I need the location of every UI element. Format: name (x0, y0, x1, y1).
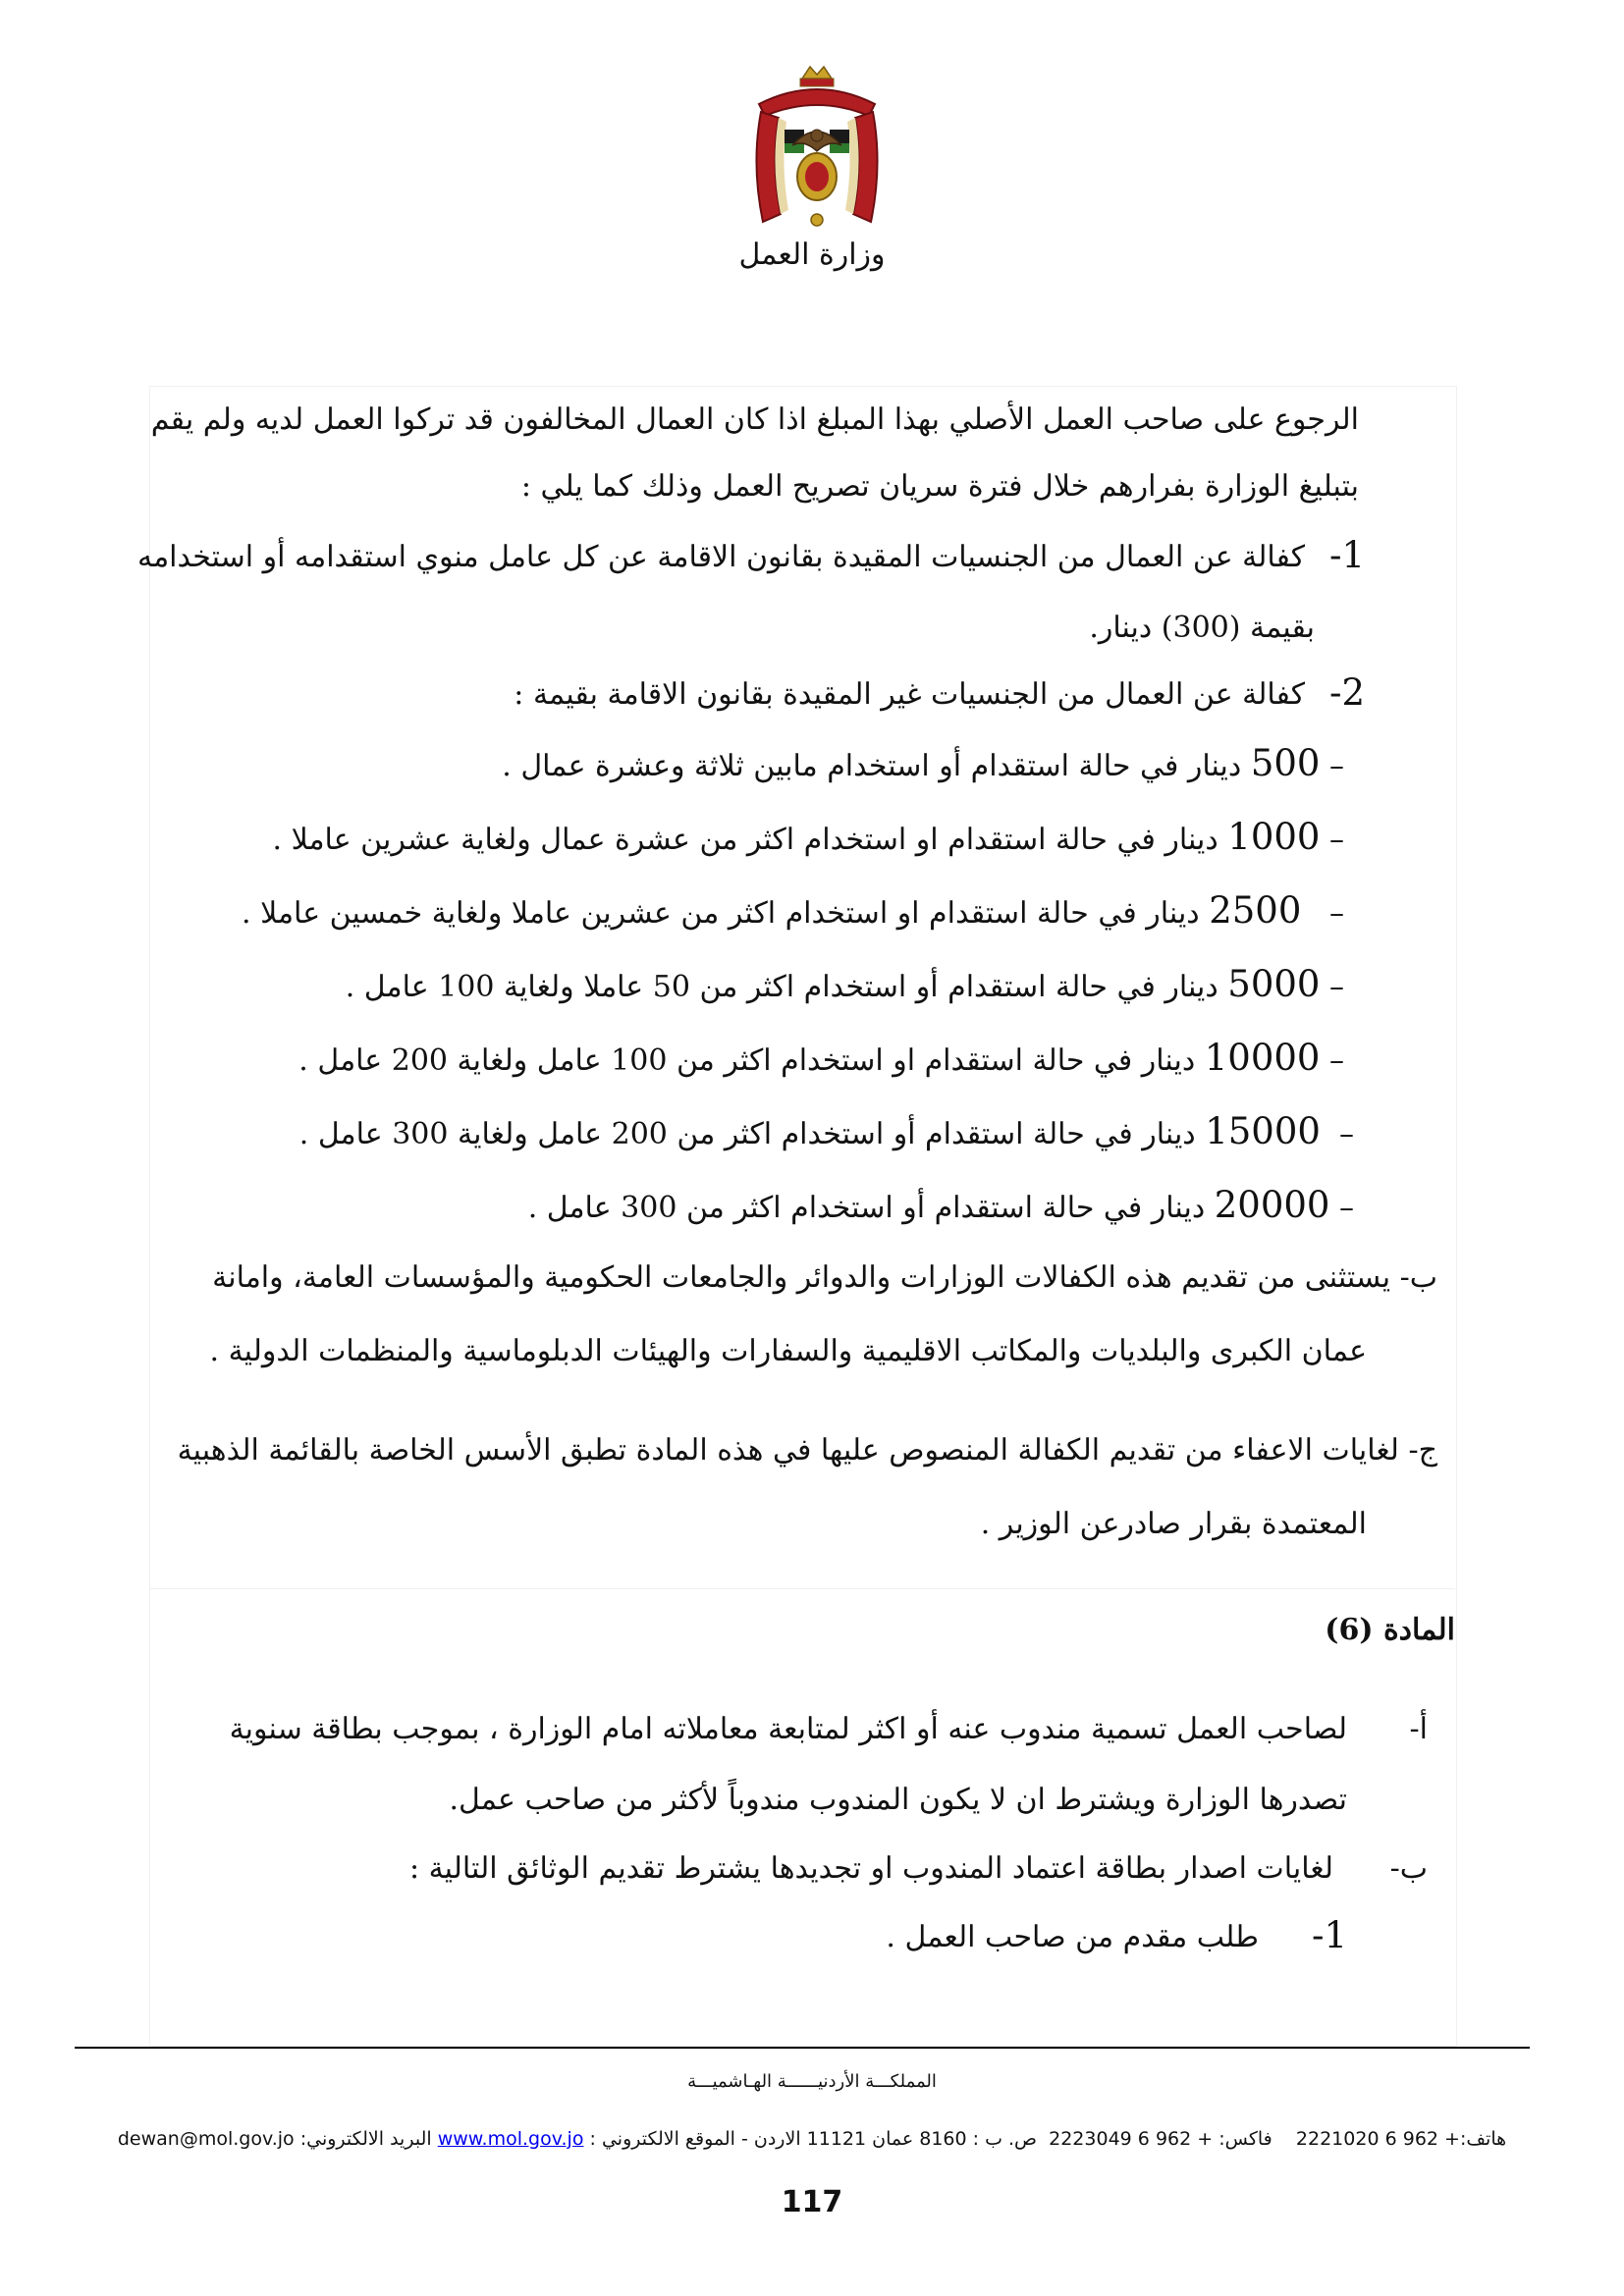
clause-line: ج- لغايات الاعفاء من تقديم الكفالة المنصوص عليها في هذه المادة تطبق الأسس الخاصة بالقائمة الذهبية (177, 1433, 1437, 1468)
paragraph-line: بتبليغ الوزارة بفرارهم خلال فترة سريان تصريح العمل وذلك كما يلي : (520, 469, 1359, 504)
footer-website-link[interactable]: www.mol.gov.jo (437, 2128, 584, 2150)
tier-text: دينار في حالة استقدام أو استخدام اكثر من 50 عاملا ولغاية 100 عامل . (345, 970, 1218, 1004)
footer-contact (98, 2128, 1526, 2150)
tier-line: – 500 دينار في حالة استقدام أو استخدام مابين ثلاثة وعشرة عمال . (502, 742, 1344, 784)
article-heading: المادة (6) (1325, 1613, 1455, 1647)
tier-text: دينار في حالة استقدام او استخدام اكثر من عشرة عمال ولغاية عشرين عاملا . (272, 823, 1218, 857)
footer-rule (75, 2047, 1530, 2049)
footer-address: ص. ب : 8160 عمان 11121 الاردن - الموقع الالكتروني : (589, 2128, 1038, 2150)
tier-amount: 15000 (1205, 1110, 1321, 1152)
footer-fax: فاكس: + 962 6 2223049 (1049, 2128, 1272, 2150)
tier-text: دينار في حالة استقدام أو استخدام مابين ثلاثة وعشرة عمال . (502, 749, 1242, 783)
list-item-number: 1- (1328, 534, 1365, 576)
tier-line: – 20000 دينار في حالة استقدام أو استخدام اكثر من 300 عامل . (527, 1184, 1354, 1226)
footer-phone: هاتف:+ 962 6 2221020 (1295, 2128, 1507, 2150)
tier-line: – 10000 دينار في حالة استقدام او استخدام اكثر من 100 عامل ولغاية 200 عامل . (298, 1037, 1344, 1079)
tier-amount: 20000 (1214, 1184, 1330, 1226)
clause-marker: أ- (1409, 1712, 1428, 1746)
tier-line: – 15000 دينار في حالة استقدام أو استخدام اكثر من 200 عامل ولغاية 300 عامل . (298, 1110, 1354, 1152)
list-item-number: 2- (1328, 671, 1365, 714)
clause-marker: ب- (1389, 1851, 1428, 1886)
tier-text: دينار في حالة استقدام او استخدام اكثر من 100 عامل ولغاية 200 عامل . (298, 1043, 1196, 1078)
section-divider (149, 1588, 1455, 1589)
tier-text: دينار في حالة استقدام او استخدام اكثر من عشرين عاملا ولغاية خمسين عاملا . (242, 896, 1200, 931)
list-item-text: كفالة عن العمال من الجنسيات غير المقيدة بقانون الاقامة بقيمة : (514, 677, 1305, 712)
tier-text: دينار في حالة استقدام أو استخدام اكثر من 300 عامل . (527, 1191, 1206, 1225)
footer-email[interactable]: dewan@mol.gov.jo (117, 2128, 295, 2150)
clause-line: ب- يستثنى من تقديم هذه الكفالات الوزارات والدوائر والجامعات الحكومية والمؤسسات العامة، وامانة (212, 1260, 1437, 1295)
tier-amount: 1000 (1227, 816, 1321, 858)
clause-line: تصدرها الوزارة ويشترط ان لا يكون المندوب مندوباً لأكثر من صاحب عمل. (449, 1783, 1347, 1817)
tier-amount: 2500 (1209, 889, 1302, 932)
footer-kingdom: المملكـــة الأردنيــــــة الهـاشميـــة (687, 2071, 937, 2092)
clause-line: عمان الكبرى والبلديات والمكاتب الاقليمية والسفارات والهيئات الدبلوماسية والمنظمات الدولية . (209, 1334, 1367, 1368)
tier-line: – 5000 دينار في حالة استقدام أو استخدام اكثر من 50 عاملا ولغاية 100 عامل . (345, 963, 1344, 1005)
clause-line: لصاحب العمل تسمية مندوب عنه أو اكثر لمتابعة معاملاته امام الوزارة ، بموجب بطاقة سنوية (229, 1712, 1347, 1746)
footer-email-label: البريد الالكتروني: (299, 2128, 432, 2150)
list-item-text: طلب مقدم من صاحب العمل . (886, 1920, 1259, 1954)
tier-amount: 500 (1250, 742, 1321, 784)
clause-line: المعتمدة بقرار صادرعن الوزير . (980, 1507, 1367, 1541)
ministry-name: وزارة العمل (738, 238, 886, 272)
list-item-number: 1- (1311, 1914, 1347, 1956)
tier-line: – 2500 دينار في حالة استقدام او استخدام اكثر من عشرين عاملا ولغاية خمسين عاملا . (242, 889, 1344, 932)
tier-amount: 10000 (1204, 1037, 1321, 1079)
clause-line: لغايات اصدار بطاقة اعتماد المندوب او تجديدها يشترط تقديم الوثائق التالية : (408, 1851, 1333, 1886)
hashemite-coat-of-arms-icon (741, 57, 893, 232)
tier-amount: 5000 (1227, 963, 1321, 1005)
list-item-text: كفالة عن العمال من الجنسيات المقيدة بقانون الاقامة عن كل عامل منوي استقدامه أو استخدامه (137, 540, 1305, 574)
tier-line: – 1000 دينار في حالة استقدام او استخدام اكثر من عشرة عمال ولغاية عشرين عاملا . (272, 816, 1344, 858)
tier-text: دينار في حالة استقدام أو استخدام اكثر من 200 عامل ولغاية 300 عامل . (298, 1117, 1196, 1151)
page-number: 117 (781, 2185, 843, 2219)
list-item-text: بقيمة (300) دينار. (1089, 611, 1315, 645)
paragraph-line: الرجوع على صاحب العمل الأصلي بهذا المبلغ اذا كان العمال المخالفون قد تركوا العمل لديه ولم يقم (150, 402, 1359, 437)
